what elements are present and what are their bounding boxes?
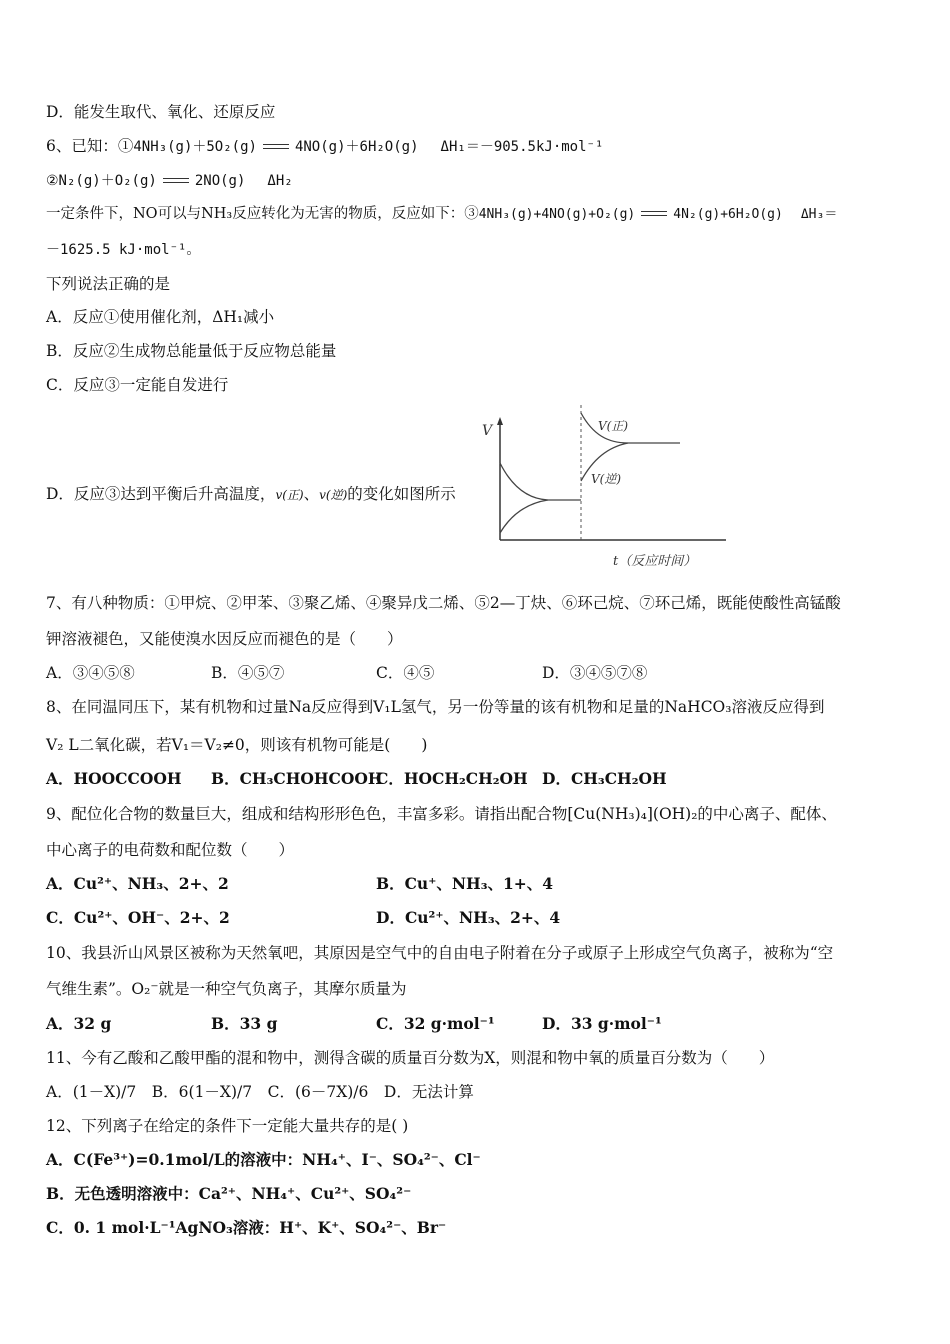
q6-v-forward: v(正) [275,488,304,502]
q8-option-c: C．HOCH₂CH₂OH [376,769,528,788]
q9-option-c: C．Cu²⁺、OH⁻、2+、2 [46,908,230,927]
q6-r1-left: 4NH₃(g)＋5O₂(g) [133,139,257,155]
q6-v-reverse: v(逆) [319,488,348,502]
q6-r1-dh: ΔH₁＝－905.5kJ·mol⁻¹ [440,139,604,155]
q9-option-b: B．Cu⁺、NH₃、1+、4 [376,874,554,893]
q10-option-a: A．32 g [46,1014,112,1033]
q7-stem-1: 7、有八种物质：①甲烷、②甲苯、③聚乙烯、④聚异戊二烯、⑤2—丁炔、⑥环己烷、⑦环己烯，既能使酸性高锰酸 [46,594,841,612]
q12-option-b: B．无色透明溶液中：Ca²⁺、NH₄⁺、Cu²⁺、SO₄²⁻ [46,1184,412,1203]
q6-r3-right: 4N₂(g)+6H₂O(g) [673,207,783,222]
q10-option-b: B．33 g [211,1014,278,1033]
q6-reaction-3 [46,204,837,225]
q6-r3-dh: ΔH₃＝ [800,207,838,222]
q6-r2-left: ②N₂(g)＋O₂(g) [46,173,157,189]
q12-option-a: A．C(Fe³⁺)=0.1mol/L的溶液中：NH₄⁺、I⁻、SO₄²⁻、Cl⁻ [46,1150,481,1169]
q6-cond: 一定条件下，NO可以与NH₃反应转化为无害的物质，反应如下：③ [46,206,479,222]
q6-question: 下列说法正确的是 [46,275,171,293]
q6-reaction-2 [46,170,293,191]
q6-option-d: D．反应③达到平衡后升高温度，v(正)、v(逆)的变化如图所示 [46,485,456,503]
q8-option-b: B．CH₃CHOHCOOH [211,769,383,788]
q12-option-c: C．0. 1 mol·L⁻¹AgNO₃溶液：H⁺、K⁺、SO₄²⁻、Br⁻ [46,1218,447,1237]
x-axis-label: t（反应时间） [613,554,697,569]
q6-r2-right: 2NO(g) [194,173,246,189]
curve-forward-after [581,413,680,443]
q8-stem-1: 8、在同温同压下，某有机物和过量Na反应得到V₁L氢气，另一份等量的该有机物和足量的NaHCO₃溶液反应得到 [46,698,825,716]
q9-option-a: A．Cu²⁺、NH₃、2+、2 [46,874,229,893]
y-axis-arrow-icon [497,417,503,425]
label-v-reverse: V(逆) [591,472,622,486]
q6-r2-dh: ΔH₂ [267,173,293,189]
q9-stem-2: 中心离子的电荷数和配位数（ ） [46,841,295,859]
curve-forward-before [500,463,581,500]
label-v-forward: V(正) [598,419,629,433]
q10-stem-1: 10、我县沂山风景区被称为天然氧吧，其原因是空气中的自由电子附着在分子或原子上形成空气负离子，被称为“空 [46,944,834,962]
q8-option-d: D．CH₃CH₂OH [542,769,667,788]
q7-stem-2: 钾溶液褪色，又能使溴水因反应而褪色的是（ ） [46,630,403,648]
q9-option-d: D．Cu²⁺、NH₃、2+、4 [376,908,561,927]
q8-option-a: A．HOOCCOOH [46,769,182,788]
equilibrium-arrow-icon [163,177,189,185]
q6-intro: 6、已知：① [46,137,134,155]
q6-option-c: C．反应③一定能自发进行 [46,376,229,394]
rate-time-graph [478,403,738,575]
q6-r3-left: 4NH₃(g)+4NO(g)+O₂(g) [478,207,636,222]
q8-stem-2: V₂ L二氧化碳，若V₁＝V₂≠0，则该有机物可能是( ) [46,736,428,754]
q6-r1-right: 4NO(g)＋6H₂O(g) [294,139,419,155]
q10-option-c: C．32 g·mol⁻¹ [376,1014,495,1033]
q12-stem: 12、下列离子在给定的条件下一定能大量共存的是( ) [46,1117,409,1135]
q5-option-d: D．能发生取代、氧化、还原反应 [46,103,276,121]
q11-options: A．(1－X)/7 B．6(1－X)/7 C．(6－7X)/6 D．无法计算 [46,1083,474,1101]
q7-option-b: B．④⑤⑦ [211,664,285,682]
y-axis-label: V [482,423,493,439]
q6-r3-value: －1625.5 kJ·mol⁻¹。 [46,242,201,258]
q11-stem: 11、今有乙酸和乙酸甲酯的混和物中，测得含碳的质量百分数为X，则混和物中氧的质量百分数为（ ） [46,1049,775,1067]
q7-option-c: C．④⑤ [376,664,435,682]
q6-option-b: B．反应②生成物总能量低于反应物总能量 [46,342,337,360]
equilibrium-arrow-icon [641,210,667,218]
q10-option-d: D．33 g·mol⁻¹ [542,1014,662,1033]
q6-option-a: A．反应①使用催化剂，ΔH₁减小 [46,308,275,326]
q10-stem-2: 气维生素”。O₂⁻就是一种空气负离子，其摩尔质量为 [46,980,407,998]
q7-option-d: D．③④⑤⑦⑧ [542,664,648,682]
curve-reverse-before [500,500,548,533]
equilibrium-arrow-icon [263,143,289,151]
q9-stem-1: 9、配位化合物的数量巨大，组成和结构形形色色，丰富多彩。请指出配合物[Cu(NH₃)₄](OH)₂的中心离子、配体、 [46,805,837,823]
q7-option-a: A．③④⑤⑧ [46,664,135,682]
q6-reaction-1 [46,136,603,157]
